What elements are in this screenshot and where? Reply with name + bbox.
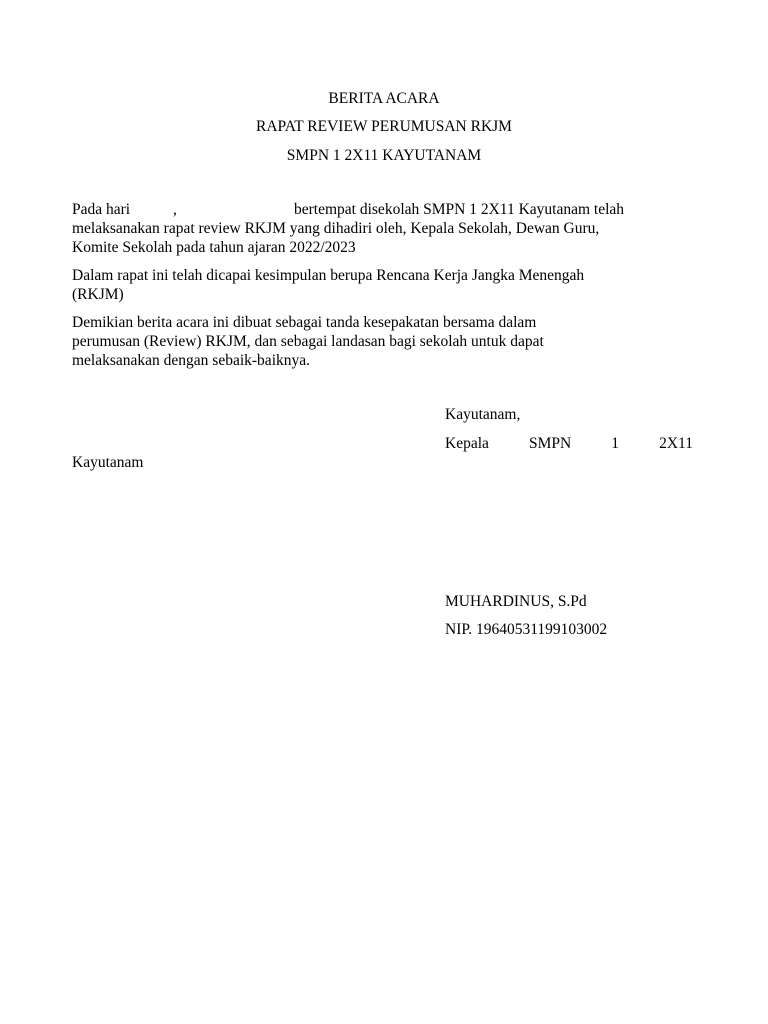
day-label: Pada hari [72, 201, 131, 218]
school-name-heading: SMPN 1 2X11 KAYUTANAM [286, 147, 482, 164]
paragraph-conclusion [72, 266, 696, 304]
signature-title [445, 434, 693, 453]
document-subtitle: RAPAT REVIEW PERUMUSAN RKJM [256, 118, 512, 135]
signature-title-continued: Kayutanam [72, 454, 144, 471]
signature-place: Kayutanam, [445, 406, 521, 423]
signature-title-word: Kepala [445, 435, 489, 452]
document-title: BERITA ACARA [328, 90, 440, 107]
paragraph-line: perumusan (Review) RKJM, dan sebagai landasan bagi sekolah untuk dapat [72, 333, 544, 350]
paragraph-line: melaksanakan rapat review RKJM yang dihadiri oleh, Kepala Sekolah, Dewan Guru, [72, 220, 600, 237]
signature-title-word: 1 [611, 435, 620, 452]
paragraph-line [72, 200, 696, 219]
paragraph-line: (RKJM) [72, 286, 124, 303]
signature-title-word: 2X11 [659, 435, 693, 452]
paragraph-line: Dalam rapat ini telah dicapai kesimpulan berupa Rencana Kerja Jangka Menengah [72, 267, 585, 284]
signatory-name: MUHARDINUS, S.Pd [445, 593, 587, 610]
signatory-nip: NIP. 19640531199103002 [445, 621, 608, 638]
paragraph-line: Komite Sekolah pada tahun ajaran 2022/2023 [72, 239, 356, 256]
paragraph-closing [72, 313, 696, 370]
paragraph-line: melaksanakan dengan sebaik-baiknya. [72, 352, 311, 369]
signature-title-word: SMPN [528, 435, 572, 452]
paragraph-meeting-details [72, 200, 696, 257]
day-comma: , [173, 201, 177, 218]
paragraph-line: Demikian berita acara ini dibuat sebagai tanda kesepakatan bersama dalam [72, 314, 537, 331]
paragraph-line-text: bertempat disekolah SMPN 1 2X11 Kayutanam telah [294, 201, 625, 218]
